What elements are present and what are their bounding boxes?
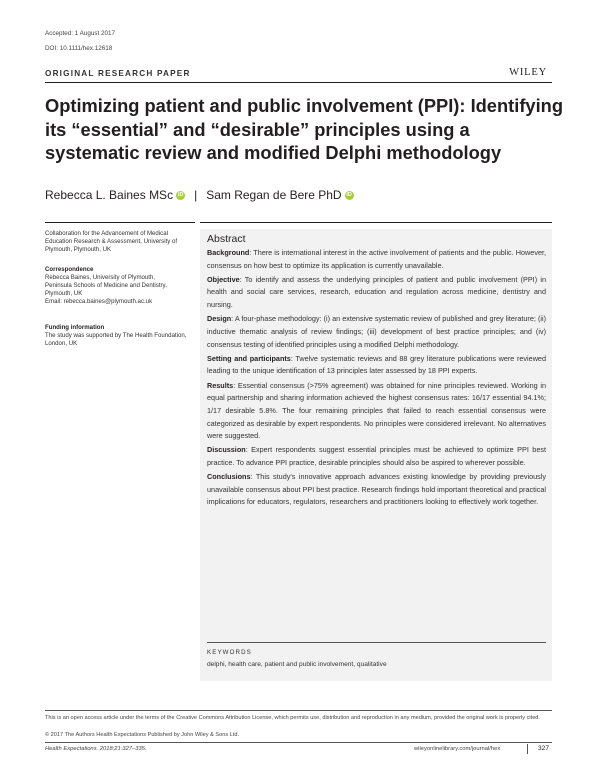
abstract-heading: Background	[207, 248, 250, 257]
license-text: This is an open access article under the terms of the Creative Commons Attribution License, which permits use, distribution and reproduction in any medium, provided the original work is properly cited.	[45, 715, 540, 721]
abstract-text: : A four-phase methodology: (i) an extensive systematic review of published and grey literature; (ii) inductive thematic analysis of review findings; (iii) development of best practice principles; and (iv) consensus testing of identified principles using a modified Delphi methodology.	[207, 314, 546, 349]
journal-citation: Health Expectations. 2018;21:327–335.	[45, 746, 147, 752]
orcid-icon[interactable]: iD	[346, 191, 352, 198]
doi[interactable]: DOI: 10.1111/hex.12618	[45, 45, 113, 52]
footer-rule	[45, 710, 552, 711]
correspondence-line: Plymouth, UK	[45, 290, 83, 298]
funding-block	[45, 324, 195, 348]
abstract-rule	[200, 222, 552, 223]
author-list	[45, 188, 354, 202]
keywords-label: KEYWORDS	[207, 649, 252, 656]
abstract-text: : Essential consensus (>75% agreement) was obtained for nine principles reviewed. Working in equal partnership and sharing information achieved the highest consensus rates: 16/17 essential 94.1%; 1/17 desirable 5.8%. The four remaining principles that failed to reach essential consensus were categorized as desirable by expert respondents. No principles were considered irrelevant. No alternatives were suggested.	[207, 380, 546, 441]
abstract-heading: Discussion	[207, 445, 246, 455]
abstract-section	[207, 313, 546, 351]
funding-heading: Funding information	[45, 324, 105, 331]
correspondence-heading: Correspondence	[45, 266, 94, 273]
abstract-title: Abstract	[207, 233, 246, 245]
copyright-text: © 2017 The Authors Health Expectations Published by John Wiley & Sons Ltd.	[45, 732, 240, 738]
accepted-date: Accepted: 1 August 2017	[45, 30, 116, 37]
author-name[interactable]: Sam Regan de Bere PhD	[206, 188, 342, 202]
journal-url[interactable]: wileyonlinelibrary.com/journal/hex	[414, 746, 501, 752]
abstract-text: : To identify and assess the underlying principles of patient and public involvement (PPI) in health and social care services, research, education and regulation across medicine, dentistry and nursing.	[207, 274, 546, 310]
abstract-section	[207, 274, 546, 312]
author-name[interactable]: Rebecca L. Baines MSc	[45, 188, 174, 202]
abstract-text: : Expert respondents suggest essential principles must be achieved to optimize PPI best practice. To advance PPI practice, desirable principles should also be aspired to wherever possible.	[207, 445, 546, 467]
abstract-heading: Results	[207, 380, 234, 390]
footer-bottom-rule	[45, 742, 552, 743]
abstract-section	[207, 380, 546, 443]
affiliation: Collaboration for the Advancement of Medical Education Research & Assessment, University of Plymouth, Plymouth, UK	[45, 230, 178, 254]
keywords-list: delphi, health care, patient and public involvement, qualitative	[207, 661, 387, 668]
author-separator: |	[194, 188, 198, 202]
orcid-icon[interactable]: iD	[177, 191, 184, 198]
publisher-logo: WILEY	[509, 67, 547, 78]
abstract-text: : There is international interest in the active involvement of patients and the public. However, consensus on how best to optimize its application is currently unavailable.	[207, 248, 546, 270]
abstract-heading: Setting and participants	[207, 353, 291, 363]
sidebar-rule	[45, 222, 195, 223]
footer-divider	[527, 744, 528, 754]
abstract-heading: Objective	[207, 274, 240, 284]
abstract-section	[207, 444, 546, 469]
correspondence-line: Peninsula Schools of Medicine and Dentistry,	[45, 282, 167, 290]
page-number: 327	[538, 745, 550, 752]
keywords-rule	[207, 642, 546, 643]
correspondence-email[interactable]: Email: rebecca.baines@plymouth.ac.uk	[45, 298, 153, 306]
header-rule	[45, 82, 552, 83]
correspondence-block	[45, 266, 195, 306]
abstract-body	[207, 247, 546, 511]
abstract-text: : Twelve systematic reviews and 88 grey literature publications were reviewed leading to the unique identification of 13 principles later assessed by 18 PPI experts.	[207, 353, 546, 376]
article-title: Optimizing patient and public involvement (PPI): Identifying its “essential” and “desirable” principles using a systematic review and modified Delphi methodology	[45, 95, 563, 163]
correspondence-line: Rebecca Baines, University of Plymouth,	[45, 274, 156, 282]
abstract-heading: Conclusions	[207, 472, 251, 482]
section-label: ORIGINAL RESEARCH PAPER	[45, 69, 191, 78]
abstract-section	[207, 471, 546, 509]
abstract-text: : This study's innovative approach advances existing knowledge by providing previously unavailable consensus about PPI best practice. Research findings hold important theoretical and practical implications for educators, regulators, researchers and practitioners looking to effectively work together.	[207, 472, 546, 507]
abstract-section	[207, 353, 546, 378]
funding-text: The study was supported by The Health Foundation, London, UK	[45, 332, 187, 348]
abstract-heading: Design	[207, 314, 232, 324]
abstract-section	[207, 247, 546, 272]
